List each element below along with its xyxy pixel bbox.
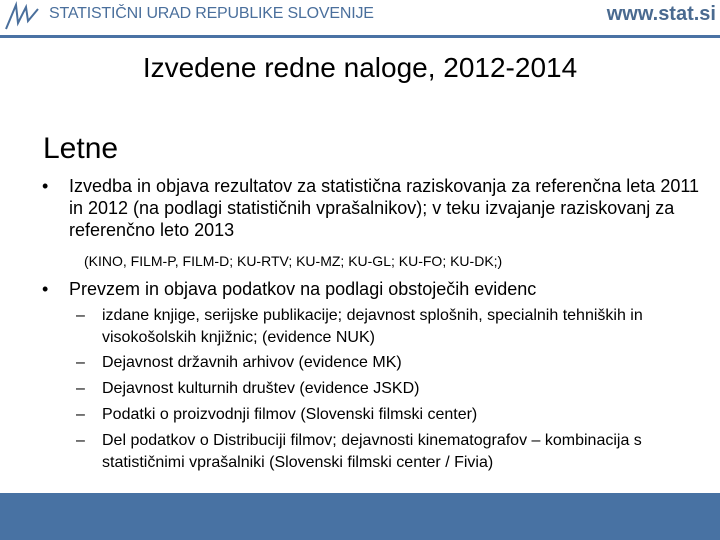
sub-item-text: Del podatkov o Distribuciji filmov; dejavnosti kinematografov – kombinacija s statističnimi vprašalniki (Slovenski filmski center / Fivia): [102, 432, 642, 471]
dash-icon: –: [76, 380, 85, 397]
bullet-note: (KINO, FILM-P, FILM-D; KU-RTV; KU-MZ; KU-GL; KU-FO; KU-DK;): [84, 253, 503, 269]
website-url: www.stat.si: [606, 3, 716, 25]
bullet-icon: •: [42, 176, 49, 196]
organization-name: STATISTIČNI URAD REPUBLIKE SLOVENIJE: [49, 5, 374, 22]
sub-item-text: Podatki o proizvodnji filmov (Slovenski filmski center): [102, 406, 478, 423]
sursi-logo-icon: [4, 1, 40, 31]
slide-title: Izvedene redne naloge, 2012-2014: [142, 52, 578, 83]
dash-icon: –: [76, 354, 85, 371]
bullet-text: Izvedba in objava rezultatov za statistična raziskovanja za referenčna leta 2011 in 2012 (na podlagi statističnih vprašalnikov); v teku izvajanje raziskovanj za referenčno leto 2013: [69, 176, 700, 240]
sub-item-text: Dejavnost državnih arhivov (evidence MK): [102, 354, 402, 371]
dash-icon: –: [76, 432, 85, 449]
section-heading: Letne: [43, 132, 119, 165]
sub-item-text: izdane knjige, serijske publikacije; dejavnost splošnih, specialnih tehniških in visokošolskih knjižnic; (evidence NUK): [102, 307, 643, 346]
dash-icon: –: [76, 307, 85, 324]
footer-bar: [0, 493, 720, 540]
dash-icon: –: [76, 406, 85, 423]
bullet-icon: •: [42, 279, 49, 299]
bullet-text: Prevzem in objava podatkov na podlagi obstoječih evidenc: [69, 279, 537, 299]
sub-item-text: Dejavnost kulturnih društev (evidence JSKD): [102, 380, 420, 397]
header-divider: [0, 35, 720, 38]
